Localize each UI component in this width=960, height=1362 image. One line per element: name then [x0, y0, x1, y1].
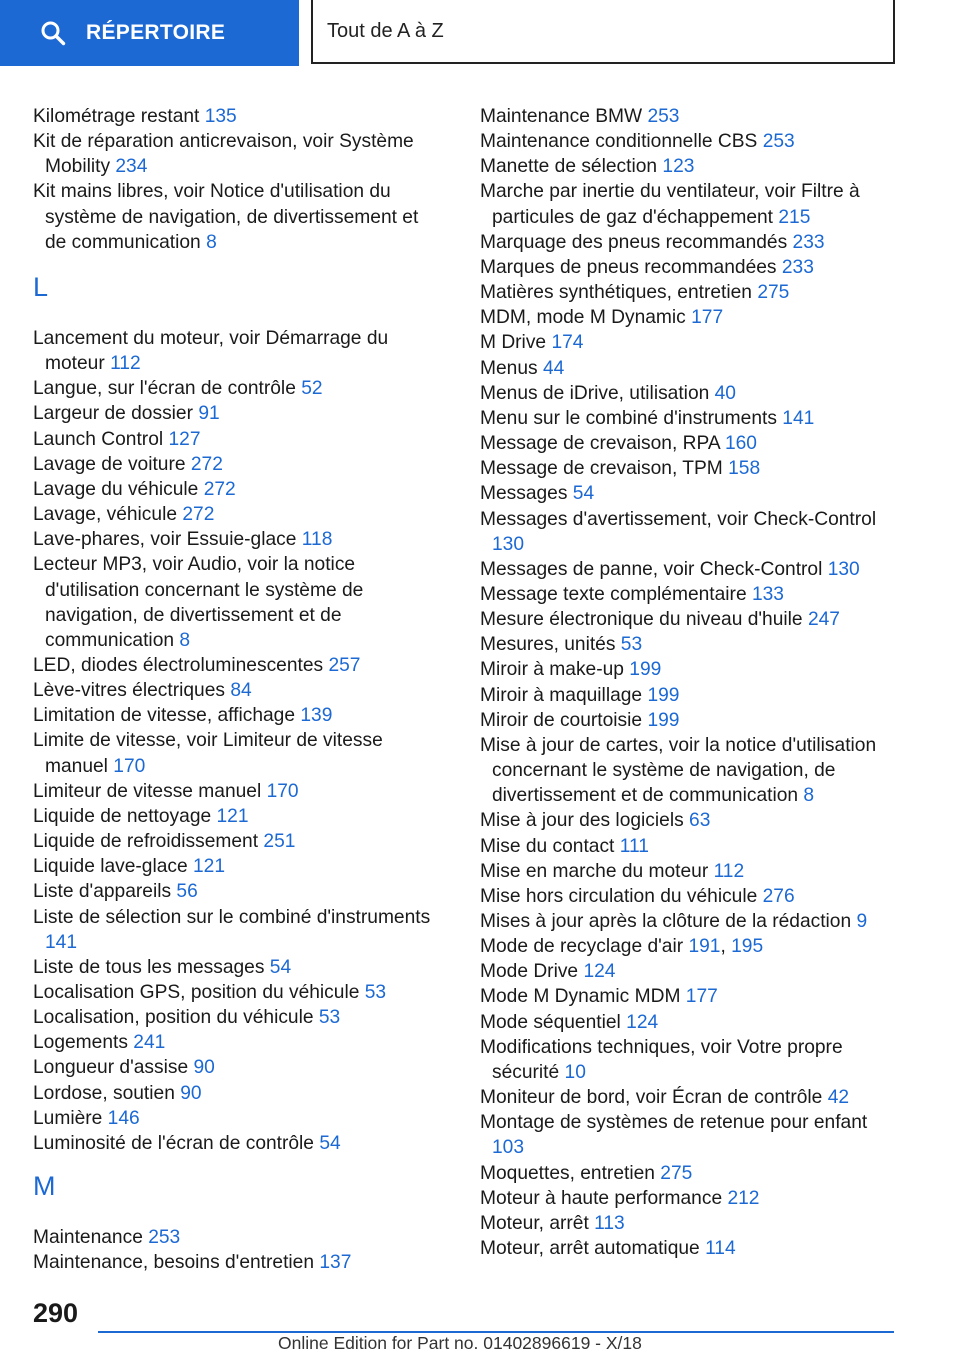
- index-entry: [480, 356, 900, 381]
- index-entry: [33, 1106, 443, 1131]
- index-entry: [480, 406, 900, 431]
- page-link[interactable]: 91: [198, 403, 220, 425]
- page-link[interactable]: 53: [318, 1007, 341, 1029]
- index-entry: [33, 1225, 443, 1250]
- index-entry: [33, 703, 443, 728]
- page-link[interactable]: 253: [647, 106, 680, 127]
- index-entry: [480, 1110, 900, 1160]
- index-term: Matières synthétiques, entretien: [480, 282, 752, 304]
- index-entry: [480, 808, 900, 833]
- index-term: LED, diodes électroluminescentes: [33, 654, 324, 676]
- index-entry: [480, 280, 900, 305]
- index-term: Limiteur de vitesse manuel: [33, 780, 262, 802]
- index-term: Message de crevaison, TPM: [480, 458, 723, 480]
- page-link[interactable]: 139: [300, 705, 333, 727]
- page-link[interactable]: 195: [731, 936, 764, 958]
- index-term: Liste d'appareils: [33, 881, 172, 903]
- index-term: Liquide lave-glace: [33, 856, 188, 878]
- index-entry: [33, 179, 443, 254]
- index-entry: [33, 129, 443, 179]
- page-link[interactable]: 215: [778, 206, 811, 228]
- index-term: Logements: [33, 1032, 128, 1054]
- directory-button[interactable]: [0, 0, 299, 66]
- page-link[interactable]: 177: [685, 986, 718, 1008]
- page-link[interactable]: 253: [762, 131, 795, 153]
- index-term: Kilométrage restant: [33, 106, 200, 127]
- index-entry: [480, 1211, 900, 1236]
- index-entry: [480, 431, 900, 456]
- page-link[interactable]: 141: [782, 407, 815, 429]
- page-link[interactable]: 123: [662, 156, 695, 178]
- index-term: Marquage des pneus recommandés: [480, 231, 788, 253]
- index-term: Liquide de nettoyage: [33, 805, 212, 827]
- index-term: Menus: [480, 357, 538, 379]
- index-entry: [480, 557, 900, 582]
- index-entry: [33, 552, 443, 653]
- page-link[interactable]: 84: [230, 680, 252, 702]
- index-term: Maintenance BMW: [480, 106, 643, 127]
- index-entry: [33, 980, 443, 1005]
- index-entry: [480, 330, 900, 355]
- index-term: Localisation GPS, position du véhicule: [33, 982, 360, 1003]
- page-link[interactable]: 212: [727, 1187, 760, 1209]
- index-term: Maintenance, besoins d'entretien: [33, 1252, 315, 1274]
- page-link[interactable]: 44: [542, 357, 565, 379]
- page-link[interactable]: 275: [757, 282, 790, 304]
- index-entry: [480, 683, 900, 708]
- index-entry: [480, 909, 900, 934]
- breadcrumb-label: Tout de A à Z: [327, 19, 444, 42]
- page-link[interactable]: 177: [691, 307, 724, 329]
- index-term: Luminosité de l'écran de contrôle: [33, 1132, 314, 1154]
- index-entry: [480, 179, 900, 229]
- index-entry: [33, 326, 443, 376]
- index-term: Mode Drive: [480, 961, 579, 983]
- page-link[interactable]: 253: [148, 1227, 181, 1249]
- index-term: M Drive: [480, 332, 547, 354]
- page-link[interactable]: 272: [190, 453, 223, 475]
- index-entry: [33, 779, 443, 804]
- page-link[interactable]: 52: [301, 378, 323, 400]
- index-term: Mise hors circulation du véhicule: [480, 885, 758, 907]
- page-link[interactable]: 53: [620, 634, 643, 656]
- breadcrumb[interactable]: [311, 0, 895, 64]
- index-entry: [480, 1236, 900, 1261]
- page-link[interactable]: 199: [647, 684, 680, 706]
- index-term: Limitation de vitesse, affichage: [33, 705, 296, 727]
- index-term: Mise à jour des logiciels: [480, 810, 684, 832]
- index-entry: [33, 1005, 443, 1030]
- page-link[interactable]: 241: [133, 1032, 166, 1054]
- page-link[interactable]: 251: [263, 831, 296, 853]
- index-term: Liste de sélection sur le combiné d'instruments: [33, 906, 431, 928]
- index-entry: [33, 502, 443, 527]
- index-term: Messages de panne, voir Check-Control: [480, 558, 823, 580]
- index-entry: [480, 708, 900, 733]
- index-term: Marques de pneus recommandées: [480, 256, 777, 278]
- index-entry: [33, 854, 443, 879]
- index-term: Lancement du moteur, voir Démarrage du moteur: [33, 327, 389, 375]
- page-link[interactable]: 54: [319, 1132, 341, 1154]
- index-entry: [33, 401, 443, 426]
- page-link[interactable]: 9: [856, 911, 868, 932]
- index-term: Message texte complémentaire: [480, 583, 747, 605]
- page-link[interactable]: 10: [564, 1061, 586, 1083]
- index-entry: [33, 955, 443, 980]
- search-icon: [40, 20, 66, 46]
- page-link[interactable]: 141: [45, 931, 78, 953]
- index-entry: [33, 804, 443, 829]
- page-link[interactable]: 127: [168, 428, 201, 450]
- index-column-left: [33, 104, 443, 1275]
- index-entry: [480, 481, 900, 506]
- index-term: Manette de sélection: [480, 156, 658, 178]
- footer-edition: Online Edition for Part no. 01402896619 - X/18: [278, 1333, 642, 1353]
- index-term: Moteur à haute performance: [480, 1187, 723, 1209]
- page-link[interactable]: 111: [619, 835, 649, 857]
- page-link[interactable]: 121: [193, 856, 226, 878]
- page-link[interactable]: 130: [827, 558, 860, 580]
- page-link[interactable]: 124: [583, 961, 616, 983]
- index-term: Largeur de dossier: [33, 403, 193, 425]
- page-link[interactable]: 90: [193, 1057, 215, 1079]
- index-entry: [33, 1055, 443, 1080]
- index-term: Lumière: [33, 1107, 103, 1129]
- index-entry: [480, 884, 900, 909]
- index-column-right: [480, 104, 900, 1261]
- index-entry: [480, 632, 900, 657]
- page-link[interactable]: 276: [762, 885, 795, 907]
- index-term: Moquettes, entretien: [480, 1162, 655, 1184]
- index-entry: [33, 653, 443, 678]
- index-term: Mise en marche du moteur: [480, 860, 709, 882]
- index-entry: [480, 959, 900, 984]
- index-entry: [480, 456, 900, 481]
- index-entry: [480, 104, 900, 129]
- page-link[interactable]: 8: [803, 785, 815, 807]
- page-link[interactable]: 272: [203, 478, 236, 500]
- index-term: MDM, mode M Dynamic: [480, 307, 686, 329]
- index-term: Menus de iDrive, utilisation: [480, 382, 710, 404]
- index-term: Montage de systèmes de retenue pour enfant: [480, 1112, 868, 1134]
- index-entry: [33, 527, 443, 552]
- index-entry: [33, 1081, 443, 1106]
- index-term: Liste de tous les messages: [33, 956, 265, 978]
- page-link[interactable]: 112: [110, 353, 141, 375]
- index-term: Liquide de refroidissement: [33, 831, 259, 853]
- index-entry: [33, 1131, 443, 1156]
- page-link[interactable]: 42: [827, 1087, 850, 1109]
- index-term: Lecteur MP3, voir Audio, voir la notice d'utilisation concernant le système de navigation, de divertissement et de communication: [33, 554, 364, 651]
- page-link[interactable]: 114: [705, 1238, 736, 1260]
- index-term: Miroir à make-up: [480, 659, 624, 681]
- index-entry: [480, 154, 900, 179]
- index-term: Messages: [480, 483, 568, 505]
- index-term: Launch Control: [33, 428, 164, 450]
- index-entry: [33, 427, 443, 452]
- index-term: Menu sur le combiné d'instruments: [480, 407, 777, 429]
- index-term: Mode M Dynamic MDM: [480, 986, 681, 1008]
- page-link[interactable]: 137: [319, 1252, 352, 1274]
- page-link[interactable]: 160: [724, 433, 757, 455]
- index-entry: [480, 657, 900, 682]
- index-entry: [33, 905, 443, 955]
- directory-label: RÉPERTOIRE: [86, 21, 226, 44]
- index-term: Mise à jour de cartes, voir la notice d'utilisation concernant le système de navigation, de divertissement et de communication: [480, 734, 877, 807]
- index-term: Kit mains libres, voir Notice d'utilisation du système de navigation, de divertissement et de communication: [33, 181, 419, 253]
- index-term: Mise du contact: [480, 835, 615, 857]
- page-link[interactable]: 174: [551, 332, 584, 354]
- index-entry: [33, 1250, 443, 1275]
- index-entry: [33, 104, 443, 129]
- index-entry: [33, 728, 443, 778]
- index-entry: [480, 582, 900, 607]
- index-term: Mesures, unités: [480, 634, 616, 656]
- section-letter: M: [33, 1171, 56, 1202]
- index-term: Mode séquentiel: [480, 1011, 621, 1033]
- index-term: Mode de recyclage d'air: [480, 936, 684, 958]
- page-link[interactable]: 247: [807, 609, 840, 631]
- index-entry: [33, 829, 443, 854]
- index-entry: [480, 859, 900, 884]
- page-link[interactable]: 191: [688, 936, 721, 958]
- index-term: Maintenance conditionnelle CBS: [480, 131, 758, 153]
- index-entry: [33, 452, 443, 477]
- index-term: Moteur, arrêt automatique: [480, 1238, 700, 1260]
- index-term: Moteur, arrêt: [480, 1212, 589, 1234]
- page-link[interactable]: 54: [269, 956, 292, 978]
- page-link[interactable]: 8: [206, 231, 217, 253]
- page-number: 290: [33, 1298, 79, 1328]
- index-term: Lève-vitres électriques: [33, 680, 225, 702]
- index-term: Lavage, véhicule: [33, 504, 178, 526]
- page-link[interactable]: 199: [629, 659, 662, 681]
- page-link[interactable]: 275: [660, 1162, 693, 1184]
- index-term: Modifications techniques, voir Votre propre sécurité: [480, 1036, 843, 1083]
- index-entry: [480, 230, 900, 255]
- index-term: Localisation, position du véhicule: [33, 1007, 314, 1029]
- page-link[interactable]: 158: [728, 458, 761, 480]
- page-link[interactable]: 199: [647, 709, 680, 731]
- index-term: Moniteur de bord, voir Écran de contrôle: [480, 1087, 823, 1109]
- index-term: Lavage du véhicule: [33, 478, 199, 500]
- index-term: Mesure électronique du niveau d'huile: [480, 609, 803, 631]
- index-entry: [480, 507, 900, 557]
- index-entry: [480, 1010, 900, 1035]
- index-term: Marche par inertie du ventilateur, voir Filtre à particules de gaz d'échappement: [480, 181, 860, 228]
- index-term: Maintenance: [33, 1227, 143, 1249]
- page-link[interactable]: 234: [115, 156, 148, 178]
- index-term: Messages d'avertissement, voir Check-Control: [480, 508, 877, 530]
- index-term: Lave-phares, voir Essuie-glace: [33, 529, 297, 551]
- index-entry: [480, 305, 900, 330]
- index-term: Lavage de voiture: [33, 453, 186, 475]
- page-link[interactable]: 112: [713, 860, 745, 882]
- page-link[interactable]: 53: [364, 982, 387, 1003]
- index-entry: [480, 1186, 900, 1211]
- index-entry: [480, 607, 900, 632]
- page-link[interactable]: 146: [107, 1107, 140, 1129]
- page-link[interactable]: 113: [594, 1212, 625, 1234]
- index-term: Miroir à maquillage: [480, 684, 643, 706]
- page-link[interactable]: 133: [751, 583, 784, 605]
- index-entry: [480, 129, 900, 154]
- page-link[interactable]: 54: [572, 483, 595, 505]
- top-bar: [0, 0, 960, 66]
- page-link[interactable]: 257: [328, 654, 361, 676]
- index-entry: [33, 477, 443, 502]
- index-entry: [33, 879, 443, 904]
- index-term: Mises à jour après la clôture de la rédaction: [480, 911, 852, 932]
- index-term: Kit de réparation anticrevaison, voir Système Mobility: [33, 131, 414, 178]
- index-entry: Mode de recyclage d'air 191, 195: [480, 936, 764, 958]
- page-link[interactable]: 135: [204, 106, 237, 127]
- index-entry: [480, 1161, 900, 1186]
- index-entry: [480, 733, 900, 808]
- page-link[interactable]: 40: [714, 382, 736, 404]
- page-link[interactable]: 170: [113, 755, 146, 777]
- page-link[interactable]: 90: [180, 1082, 202, 1104]
- page-link[interactable]: 130: [492, 533, 525, 555]
- index-entry: [480, 1085, 900, 1110]
- index-entry: [33, 678, 443, 703]
- page-link[interactable]: 118: [301, 529, 333, 551]
- index-term: Langue, sur l'écran de contrôle: [33, 378, 296, 400]
- index-entry: [480, 1035, 900, 1085]
- index-term: Longueur d'assise: [33, 1057, 189, 1079]
- index-entry: [480, 984, 900, 1009]
- index-entry: [33, 376, 443, 401]
- index-term: Miroir de courtoisie: [480, 709, 643, 731]
- page-link[interactable]: 233: [781, 256, 814, 278]
- index-term: Message de crevaison, RPA: [480, 433, 720, 455]
- index-entry: [33, 1030, 443, 1055]
- page-link[interactable]: 170: [266, 780, 299, 802]
- index-term: Lordose, soutien: [33, 1082, 175, 1104]
- page-link[interactable]: 56: [176, 881, 198, 903]
- page-link[interactable]: 233: [792, 231, 825, 253]
- index-term: Limite de vitesse, voir Limiteur de vitesse manuel: [33, 730, 383, 777]
- index-entry: [480, 381, 900, 406]
- section-letter: L: [33, 271, 49, 302]
- page-link[interactable]: 124: [626, 1011, 659, 1033]
- page-link[interactable]: 103: [492, 1137, 525, 1159]
- page-link[interactable]: 272: [182, 504, 215, 526]
- page-link[interactable]: 8: [179, 629, 191, 651]
- page-link[interactable]: 63: [689, 810, 711, 832]
- index-entry: [480, 255, 900, 280]
- index-entry: [480, 834, 900, 859]
- page-link[interactable]: 121: [216, 805, 249, 827]
